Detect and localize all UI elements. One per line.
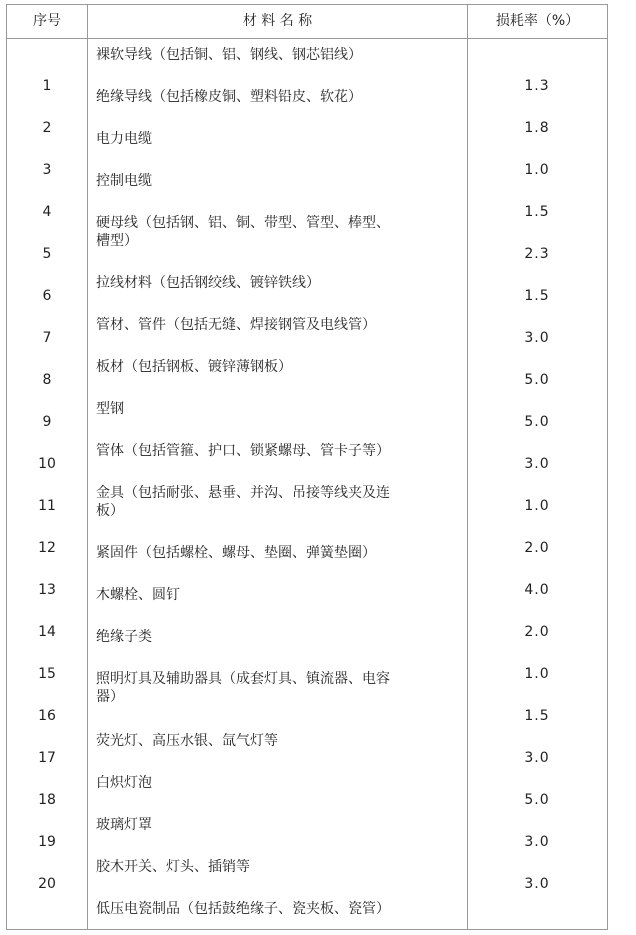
row-number: 6 — [42, 288, 52, 304]
loss-rate-value: 5.0 — [524, 792, 550, 808]
material-name: 绝缘导线（包括橡皮铜、塑料铅皮、软花） — [96, 89, 362, 105]
loss-rate-value: 3.0 — [524, 876, 550, 892]
row-number: 5 — [42, 246, 52, 262]
material-name: 槽型） — [96, 233, 138, 249]
material-name: 板材（包括钢板、镀锌薄钢板） — [96, 359, 292, 375]
loss-rate-value: 5.0 — [524, 372, 550, 388]
row-number: 10 — [38, 456, 56, 472]
row-number: 11 — [38, 498, 56, 514]
loss-rate-value: 1.5 — [524, 204, 550, 220]
loss-rate-value: 3.0 — [524, 834, 550, 850]
row-number: 3 — [42, 162, 52, 178]
row-number: 14 — [38, 624, 56, 640]
loss-rate-value: 2.0 — [524, 624, 550, 640]
loss-rate-value: 5.0 — [524, 414, 550, 430]
material-name: 管材、管件（包括无缝、焊接钢管及电线管） — [96, 317, 376, 333]
loss-rate-value: 2.3 — [524, 246, 550, 262]
header-divider — [7, 38, 607, 39]
loss-rate-value: 3.0 — [524, 330, 550, 346]
row-number: 18 — [38, 792, 56, 808]
loss-rate-value: 1.3 — [524, 78, 550, 94]
row-number: 15 — [38, 666, 56, 682]
header-seq: 序号 — [33, 13, 61, 29]
loss-rate-value: 1.5 — [524, 708, 550, 724]
row-number: 17 — [38, 750, 56, 766]
row-number: 19 — [38, 834, 56, 850]
loss-rate-value: 2.0 — [524, 540, 550, 556]
row-number: 13 — [38, 582, 56, 598]
material-name: 绝缘子类 — [96, 629, 152, 645]
header-material-name: 材 料 名 称 — [242, 13, 313, 29]
material-name: 型钢 — [96, 401, 124, 417]
material-name: 玻璃灯罩 — [96, 817, 152, 833]
loss-rate-table — [6, 4, 608, 930]
material-name: 电力电缆 — [96, 131, 152, 147]
row-number: 20 — [38, 876, 56, 892]
material-name: 金具（包括耐张、悬垂、并沟、吊接等线夹及连 — [96, 485, 390, 501]
row-number: 8 — [42, 372, 52, 388]
material-name: 板） — [96, 503, 124, 519]
material-name: 荧光灯、高压水银、氙气灯等 — [96, 733, 278, 749]
material-name: 木螺栓、圆钉 — [96, 587, 180, 603]
material-name: 裸软导线（包括铜、铝、钢线、钢芯铝线） — [96, 47, 362, 63]
row-number: 2 — [42, 120, 52, 136]
header-loss-rate: 损耗率（%） — [495, 13, 580, 29]
loss-rate-value: 3.0 — [524, 456, 550, 472]
material-name: 器） — [96, 689, 124, 705]
loss-rate-value: 1.8 — [524, 120, 550, 136]
material-name: 白炽灯泡 — [96, 775, 152, 791]
row-number: 12 — [38, 540, 56, 556]
row-number: 16 — [38, 708, 56, 724]
loss-rate-value: 1.0 — [524, 666, 550, 682]
column-divider — [87, 5, 88, 929]
row-number: 9 — [42, 414, 52, 430]
material-name: 紧固件（包括螺栓、螺母、垫圈、弹簧垫圈） — [96, 545, 376, 561]
loss-rate-value: 3.0 — [524, 750, 550, 766]
loss-rate-value: 1.0 — [524, 162, 550, 178]
loss-rate-value: 4.0 — [524, 582, 550, 598]
material-name: 胶木开关、灯头、插销等 — [96, 859, 250, 875]
material-name: 拉线材料（包括钢绞线、镀锌铁线） — [96, 275, 320, 291]
material-name: 控制电缆 — [96, 173, 152, 189]
loss-rate-value: 1.0 — [524, 498, 550, 514]
material-name: 低压电瓷制品（包括鼓绝缘子、瓷夹板、瓷管） — [96, 901, 390, 917]
material-name: 管体（包括管箍、护口、锁紧螺母、管卡子等） — [96, 443, 390, 459]
material-name: 硬母线（包括钢、铝、铜、带型、管型、棒型、 — [96, 215, 390, 231]
row-number: 7 — [42, 330, 52, 346]
row-number: 1 — [42, 78, 52, 94]
row-number: 4 — [42, 204, 52, 220]
loss-rate-value: 1.5 — [524, 288, 550, 304]
material-name: 照明灯具及辅助器具（成套灯具、镇流器、电容 — [96, 671, 390, 687]
